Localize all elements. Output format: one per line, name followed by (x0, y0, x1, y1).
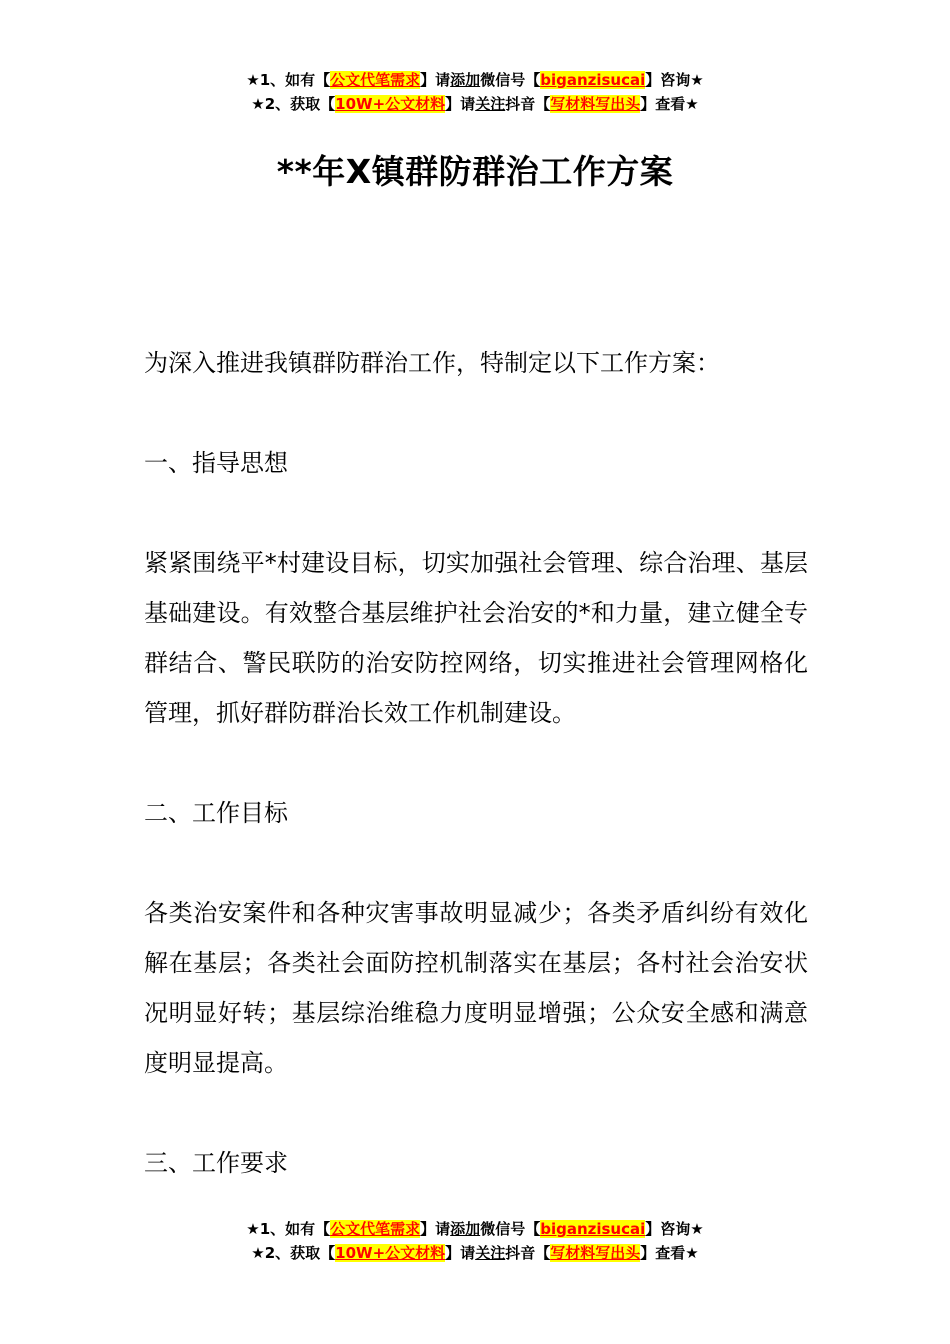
section-heading-3: 三、工作要求 (144, 1149, 288, 1177)
promo-text: 】请 (445, 95, 476, 113)
promo-line-1 (0, 1217, 950, 1241)
promo-highlight: 写材料写出头 (550, 95, 641, 113)
star-icon: ★ (251, 1244, 265, 1262)
promo-line-2 (0, 1241, 950, 1265)
promo-text: 2、获取【 (264, 95, 336, 113)
promo-text: 1、如有【 (259, 71, 331, 89)
star-icon: ★ (690, 1220, 704, 1238)
promo-underlined: 添加 (450, 1220, 481, 1238)
star-icon: ★ (685, 95, 699, 113)
promo-text: 】请 (445, 1244, 476, 1262)
promo-text: 抖音【 (505, 1244, 551, 1262)
star-icon: ★ (246, 71, 260, 89)
promo-text: 2、获取【 (264, 1244, 336, 1262)
document-title: **年X镇群防群治工作方案 (276, 152, 674, 191)
document-body (144, 338, 808, 1188)
promo-highlight: 10W+公文材料 (335, 1244, 446, 1262)
promo-text: 】咨询 (645, 71, 691, 89)
promo-text: 】请 (420, 1220, 451, 1238)
section-heading-2: 二、工作目标 (144, 799, 288, 827)
promo-text: 】查看 (640, 1244, 686, 1262)
promo-highlight: 10W+公文材料 (335, 95, 446, 113)
promo-highlight: 公文代笔需求 (330, 71, 421, 89)
star-icon: ★ (251, 95, 265, 113)
section-body-1: 紧紧围绕平*村建设目标，切实加强社会管理、综合治理、基层基础建设。有效整合基层维护社会治安的*和力量，建立健全专群结合、警民联防的治安防控网络，切实推进社会管理网格化管理，抓好群防群治长效工作机制建设。 (144, 549, 808, 727)
promo-text: 1、如有【 (259, 1220, 331, 1238)
promo-underlined: 关注 (475, 1244, 506, 1262)
promo-banner-top (0, 68, 950, 116)
star-icon: ★ (685, 1244, 699, 1262)
promo-highlight: biganzisucai (540, 71, 646, 89)
section-heading-1: 一、指导思想 (144, 449, 288, 477)
promo-highlight: 写材料写出头 (550, 1244, 641, 1262)
promo-text: 微信号【 (480, 71, 541, 89)
intro-paragraph: 为深入推进我镇群防群治工作，特制定以下工作方案： (144, 349, 720, 377)
promo-text: 】查看 (640, 95, 686, 113)
promo-underlined: 关注 (475, 95, 506, 113)
section-body-2: 各类治安案件和各种灾害事故明显减少；各类矛盾纠纷有效化解在基层；各类社会面防控机制落实在基层；各村社会治安状况明显好转；基层综治维稳力度明显增强；公众安全感和满意度明显提高。 (144, 899, 808, 1077)
promo-underlined: 添加 (450, 71, 481, 89)
star-icon: ★ (246, 1220, 260, 1238)
promo-line-2 (0, 92, 950, 116)
promo-highlight: biganzisucai (540, 1220, 646, 1238)
promo-highlight: 公文代笔需求 (330, 1220, 421, 1238)
star-icon: ★ (690, 71, 704, 89)
promo-banner-bottom (0, 1217, 950, 1265)
promo-text: 】请 (420, 71, 451, 89)
promo-line-1 (0, 68, 950, 92)
promo-text: 抖音【 (505, 95, 551, 113)
promo-text: 微信号【 (480, 1220, 541, 1238)
promo-text: 】咨询 (645, 1220, 691, 1238)
